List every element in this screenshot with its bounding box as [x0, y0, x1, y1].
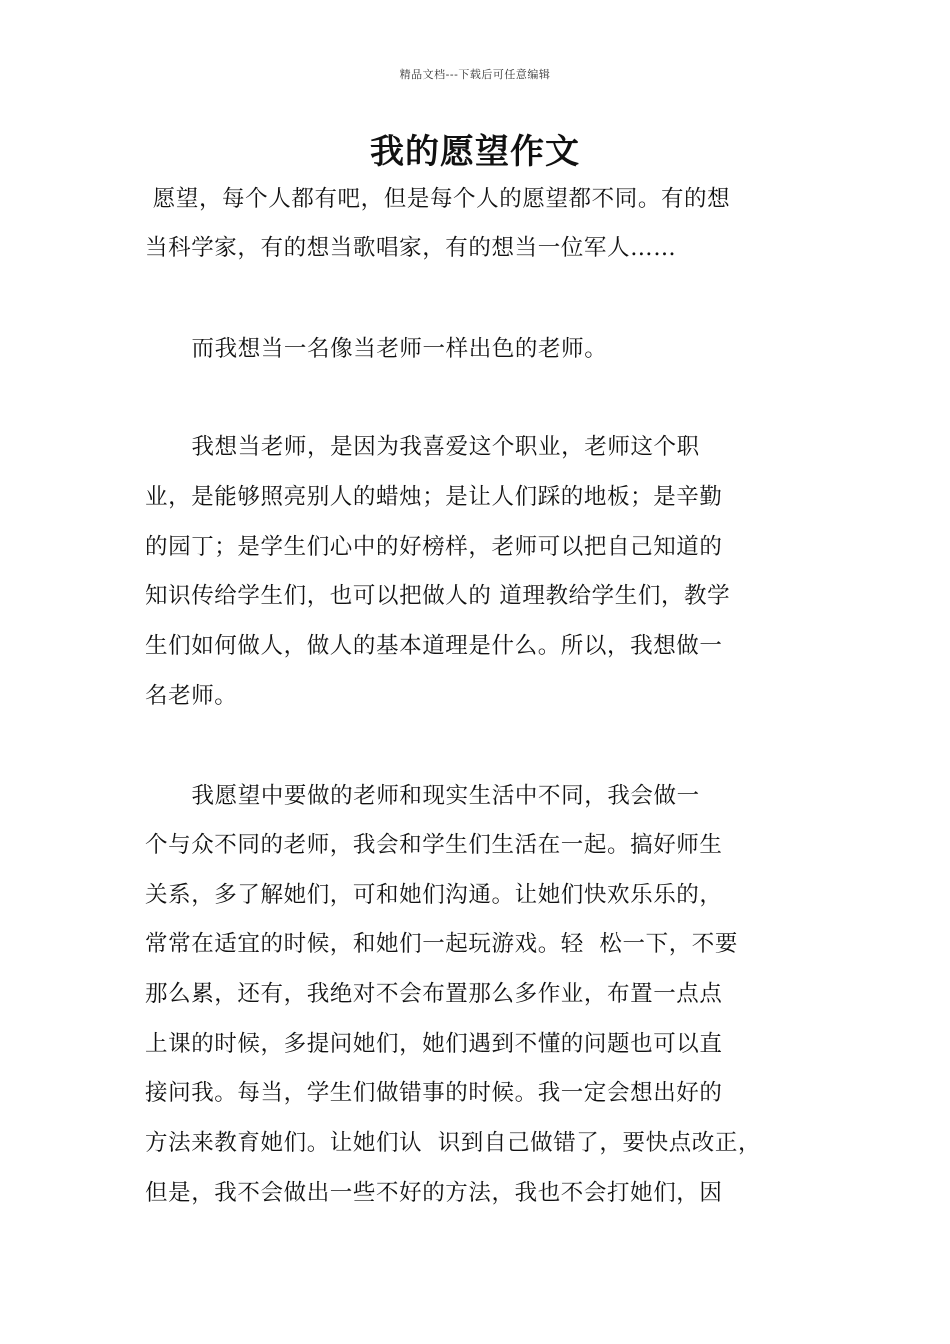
text-line: 接问我。每当，学生们做错事的时候。我一定会想出好的 — [145, 1080, 723, 1106]
text-line: 关系，多了解她们，可和她们沟通。让她们快欢乐乐的， — [145, 882, 723, 908]
text-line: 生们如何做人，做人的基本道理是什么。所以，我想做一 — [145, 633, 723, 659]
header-note: 精品文档---下载后可任意编辑 — [399, 68, 551, 81]
text-line: 个与众不同的老师，我会和学生们生活在一起。搞好师生 — [145, 832, 723, 858]
text-line: 方法来教育她们。让她们认 识到自己做错了，要快点改正， — [145, 1130, 762, 1156]
text-line: 我想当老师，是因为我喜爱这个职业，老师这个职 — [145, 434, 700, 460]
text-line: 而我想当一名像当老师一样出色的老师。 — [145, 336, 608, 362]
text-line: 上课的时候，多提问她们，她们遇到不懂的问题也可以直 — [145, 1031, 723, 1057]
text-line: 我愿望中要做的老师和现实生活中不同，我会做一 — [145, 783, 700, 809]
text-line: 当科学家，有的想当歌唱家，有的想当一位军人…… — [145, 235, 677, 261]
text-line: 愿望，每个人都有吧，但是每个人的愿望都不同。有的想 — [145, 186, 731, 212]
text-line: 常常在适宜的时候，和她们一起玩游戏。轻 松一下，不要 — [145, 931, 739, 957]
text-line: 知识传给学生们，也可以把做人的 道理教给学生们，教学 — [145, 583, 731, 609]
page-title: 我的愿望作文 — [370, 132, 580, 172]
text-line: 名老师。 — [145, 683, 238, 709]
text-line: 那么累，还有，我绝对不会布置那么多作业，布置一点点 — [145, 981, 723, 1007]
text-line: 的园丁；是学生们心中的好榜样，老师可以把自己知道的 — [145, 534, 723, 560]
text-line: 但是，我不会做出一些不好的方法，我也不会打她们，因 — [145, 1180, 723, 1206]
text-line: 业，是能够照亮别人的蜡烛；是让人们踩的地板；是辛勤 — [145, 484, 723, 510]
